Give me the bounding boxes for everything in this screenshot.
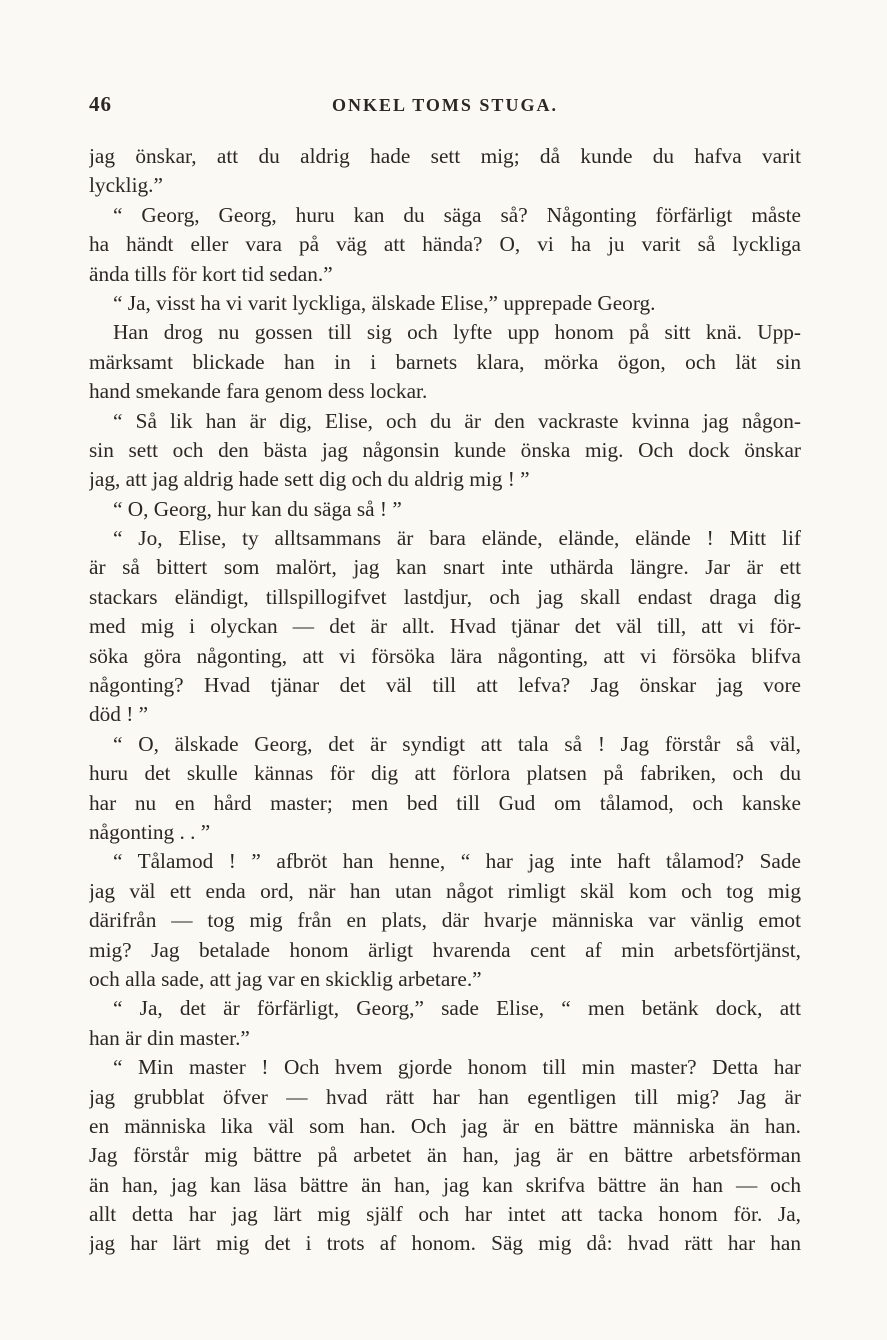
text-line: mig? Jag betalade honom ärligt hvarenda cent af min arbetsförtjänst, <box>89 937 801 962</box>
text-line: “ Jo, Elise, ty alltsammans är bara elände, elände, elände ! Mitt lif <box>113 526 801 551</box>
text-line: jag grubblat öfver — hvad rätt har han egentligen till mig? Jag är <box>89 1084 801 1109</box>
text-line: “ Georg, Georg, huru kan du säga så? Någonting förfärligt måste <box>113 202 801 227</box>
text-line: någonting . . ” <box>89 819 211 844</box>
text-line: död ! ” <box>89 702 149 727</box>
text-line: huru det skulle kännas för dig att förlora platsen på fabriken, och du <box>89 761 801 786</box>
text-line: än han, jag kan läsa bättre än han, jag kan skrifva bättre än han — och <box>89 1172 801 1197</box>
text-line: ha händt eller vara på väg att hända? O, vi ha ju varit så lyckliga <box>89 232 801 257</box>
text-line: allt detta har jag lärt mig själf och har intet att tacka honom för. Ja, <box>89 1202 801 1227</box>
running-title: ONKEL TOMS STUGA. <box>332 95 558 115</box>
text-line: jag, att jag aldrig hade sett dig och du aldrig mig ! ” <box>89 467 530 492</box>
text-line: med mig i olyckan — det är allt. Hvad tjänar det väl till, att vi för- <box>89 614 801 639</box>
text-line: “ Ja, visst ha vi varit lyckliga, älskade Elise,” upprepade Georg. <box>113 290 656 315</box>
text-line: “ Så lik han är dig, Elise, och du är den vackraste kvinna jag någon- <box>113 408 801 433</box>
text-line: märksamt blickade han in i barnets klara, mörka ögon, och lät sin <box>89 349 801 374</box>
text-line: “ Tålamod ! ” afbröt han henne, “ har jag inte haft tålamod? Sade <box>113 849 801 874</box>
text-line: en människa lika väl som han. Och jag är en bättre människa än han. <box>89 1113 801 1138</box>
text-line: lycklig.” <box>89 173 163 198</box>
text-line: har nu en hård master; men bed till Gud om tålamod, och kanske <box>89 790 801 815</box>
text-line: “ Min master ! Och hvem gjorde honom till min master? Detta har <box>113 1055 801 1080</box>
body-text <box>89 142 801 1259</box>
text-line: och alla sade, att jag var en skicklig arbetare.” <box>89 966 482 991</box>
text-line: hand smekande fara genom dess lockar. <box>89 379 428 404</box>
text-line: Jag förstår mig bättre på arbetet än han, jag är en bättre arbetsförman <box>89 1143 801 1168</box>
text-line: “ O, älskade Georg, det är syndigt att tala så ! Jag förstår så väl, <box>113 731 801 756</box>
text-line: söka göra någonting, att vi försöka lära någonting, att vi försöka blifva <box>89 643 801 668</box>
text-line: är så bittert som malört, jag kan snart inte uthärda längre. Jar är ett <box>89 555 801 580</box>
text-line: “ O, Georg, hur kan du säga så ! ” <box>113 496 402 521</box>
text-line: “ Ja, det är förfärligt, Georg,” sade Elise, “ men betänk dock, att <box>113 996 801 1021</box>
text-line: han är din master.” <box>89 1025 250 1050</box>
page-number: 46 <box>89 92 112 116</box>
text-line: någonting? Hvad tjänar det väl till att lefva? Jag önskar jag vore <box>89 673 801 698</box>
page-header <box>89 92 801 122</box>
text-line: jag har lärt mig det i trots af honom. Säg mig då: hvad rätt har han <box>89 1231 801 1256</box>
text-line: jag önskar, att du aldrig hade sett mig; då kunde du hafva varit <box>89 144 801 168</box>
text-line: sin sett och den bästa jag någonsin kunde önska mig. Och dock önskar <box>89 437 801 462</box>
text-line: Han drog nu gossen till sig och lyfte upp honom på sitt knä. Upp- <box>113 320 801 345</box>
text-line: ända tills för kort tid sedan.” <box>89 261 333 286</box>
text-line: därifrån — tog mig från en plats, där hvarje människa var vänlig emot <box>89 908 801 933</box>
text-line: stackars eländigt, tillspillogifvet lastdjur, och jag skall endast draga dig <box>89 584 801 609</box>
text-line: jag väl ett enda ord, när han utan något rimligt skäl kom och tog mig <box>89 878 801 903</box>
